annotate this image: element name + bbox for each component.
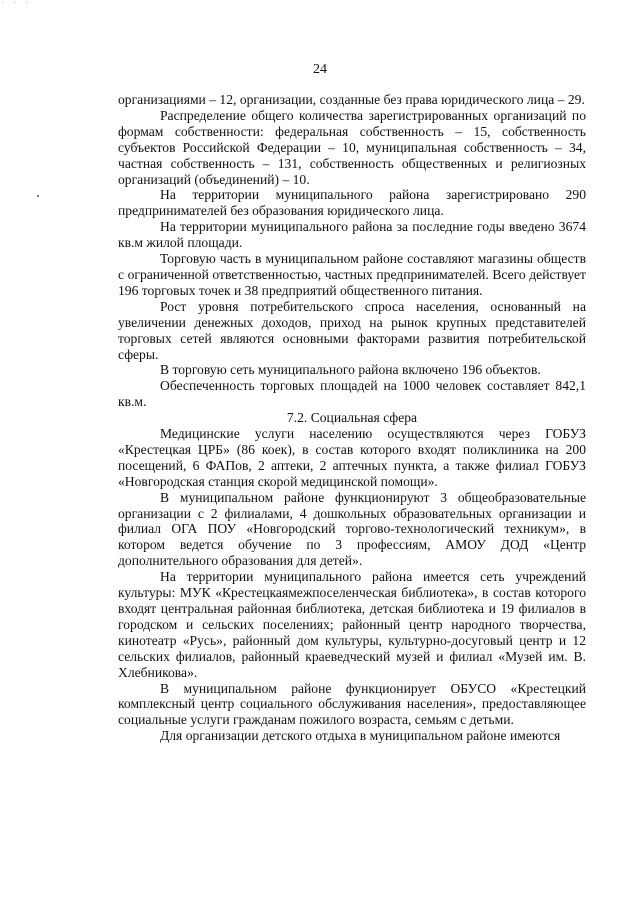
document-body [118, 92, 586, 744]
scan-corner-mark: ' ' ' [2, 0, 32, 10]
paragraph-medical: Медицинские услуги населению осуществляются через ГОБУЗ «Крестецкая ЦРБ» (86 коек), в состав которого входят поликлиника на 200 посещений, 6 ФАПов, 2 аптеки, 2 аптечных пункта, а также филиал ГОБУЗ «Новгородская станция скорой медицинской помощи». [118, 426, 586, 489]
paragraph-education: В муниципальном районе функционируют 3 общеобразовательные организации с 2 филиалами, 4 дошкольных образовательных организации и филиал ОГА ПОУ «Новгородский торгово-технологический техникум», в котором ведется обучение по 3 профессиям, АМОУ ДОД «Центр дополнительного образования для детей». [118, 489, 586, 569]
paragraph-ownership-forms: Распределение общего количества зарегистрированных организаций по формам собственности: федеральная собственность – 15, собственность субъектов Российской Федерации – 10, муниципальная собственность – 34, частная собственность – 131, собственность общественных и религиозных организаций (объединений) – 10. [118, 107, 586, 187]
paragraph-culture: На территории муниципального района имеется сеть учреждений культуры: МУК «Крестецкаямежпоселенческая библиотека», в состав которого входят центральная районная библиотека, детская библиотека и 19 филиалов в городском и сельских поселениях; районный центр народного творчества, кинотеатр «Русь», районный дом культуры, культурно-досуговый центр и 12 сельских филиалов, районный краеведческий музей и филиал «Музей им. В. Хлебникова». [118, 569, 586, 680]
section-heading: 7.2. Социальная сфера [286, 410, 418, 426]
paragraph-consumer-demand: Рост уровня потребительского спроса населения, основанный на увеличении денежных доходов, приход на рынок крупных представителей торговых сетей являются основными факторами развития потребительской сферы. [118, 298, 586, 362]
paragraph-trade-network: В торговую сеть муниципального района включено 196 объектов. [160, 362, 541, 378]
paragraph-children-rest: Для организации детского отдыха в муниципальном районе имеются [160, 728, 561, 744]
margin-dot [37, 195, 39, 197]
paragraph-entrepreneurs: На территории муниципального района зарегистрировано 290 предпринимателей без образования юридического лица. [118, 187, 586, 219]
page-number: 24 [313, 62, 327, 77]
paragraph-continuation: организациями – 12, организации, созданные без права юридического лица – 29. [118, 92, 585, 107]
paragraph-trade-sector: Торговую часть в муниципальном районе составляют магазины обществ с ограниченной ответственностью, частных предпринимателей. Всего действует 196 торговых точек и 38 предприятий общественного питания. [118, 251, 586, 298]
paragraph-social-service: В муниципальном районе функционирует ОБУСО «Крестецкий комплексный центр социального обслуживания населения», предоставляющее социальные услуги гражданам пожилого возраста, семьям с детьми. [118, 680, 586, 728]
paragraph-housing: На территории муниципального района за последние годы введено 3674 кв.м жилой площади. [118, 219, 586, 251]
paragraph-trade-area: Обеспеченность торговых площадей на 1000 человек составляет 842,1 кв.м. [118, 378, 586, 410]
